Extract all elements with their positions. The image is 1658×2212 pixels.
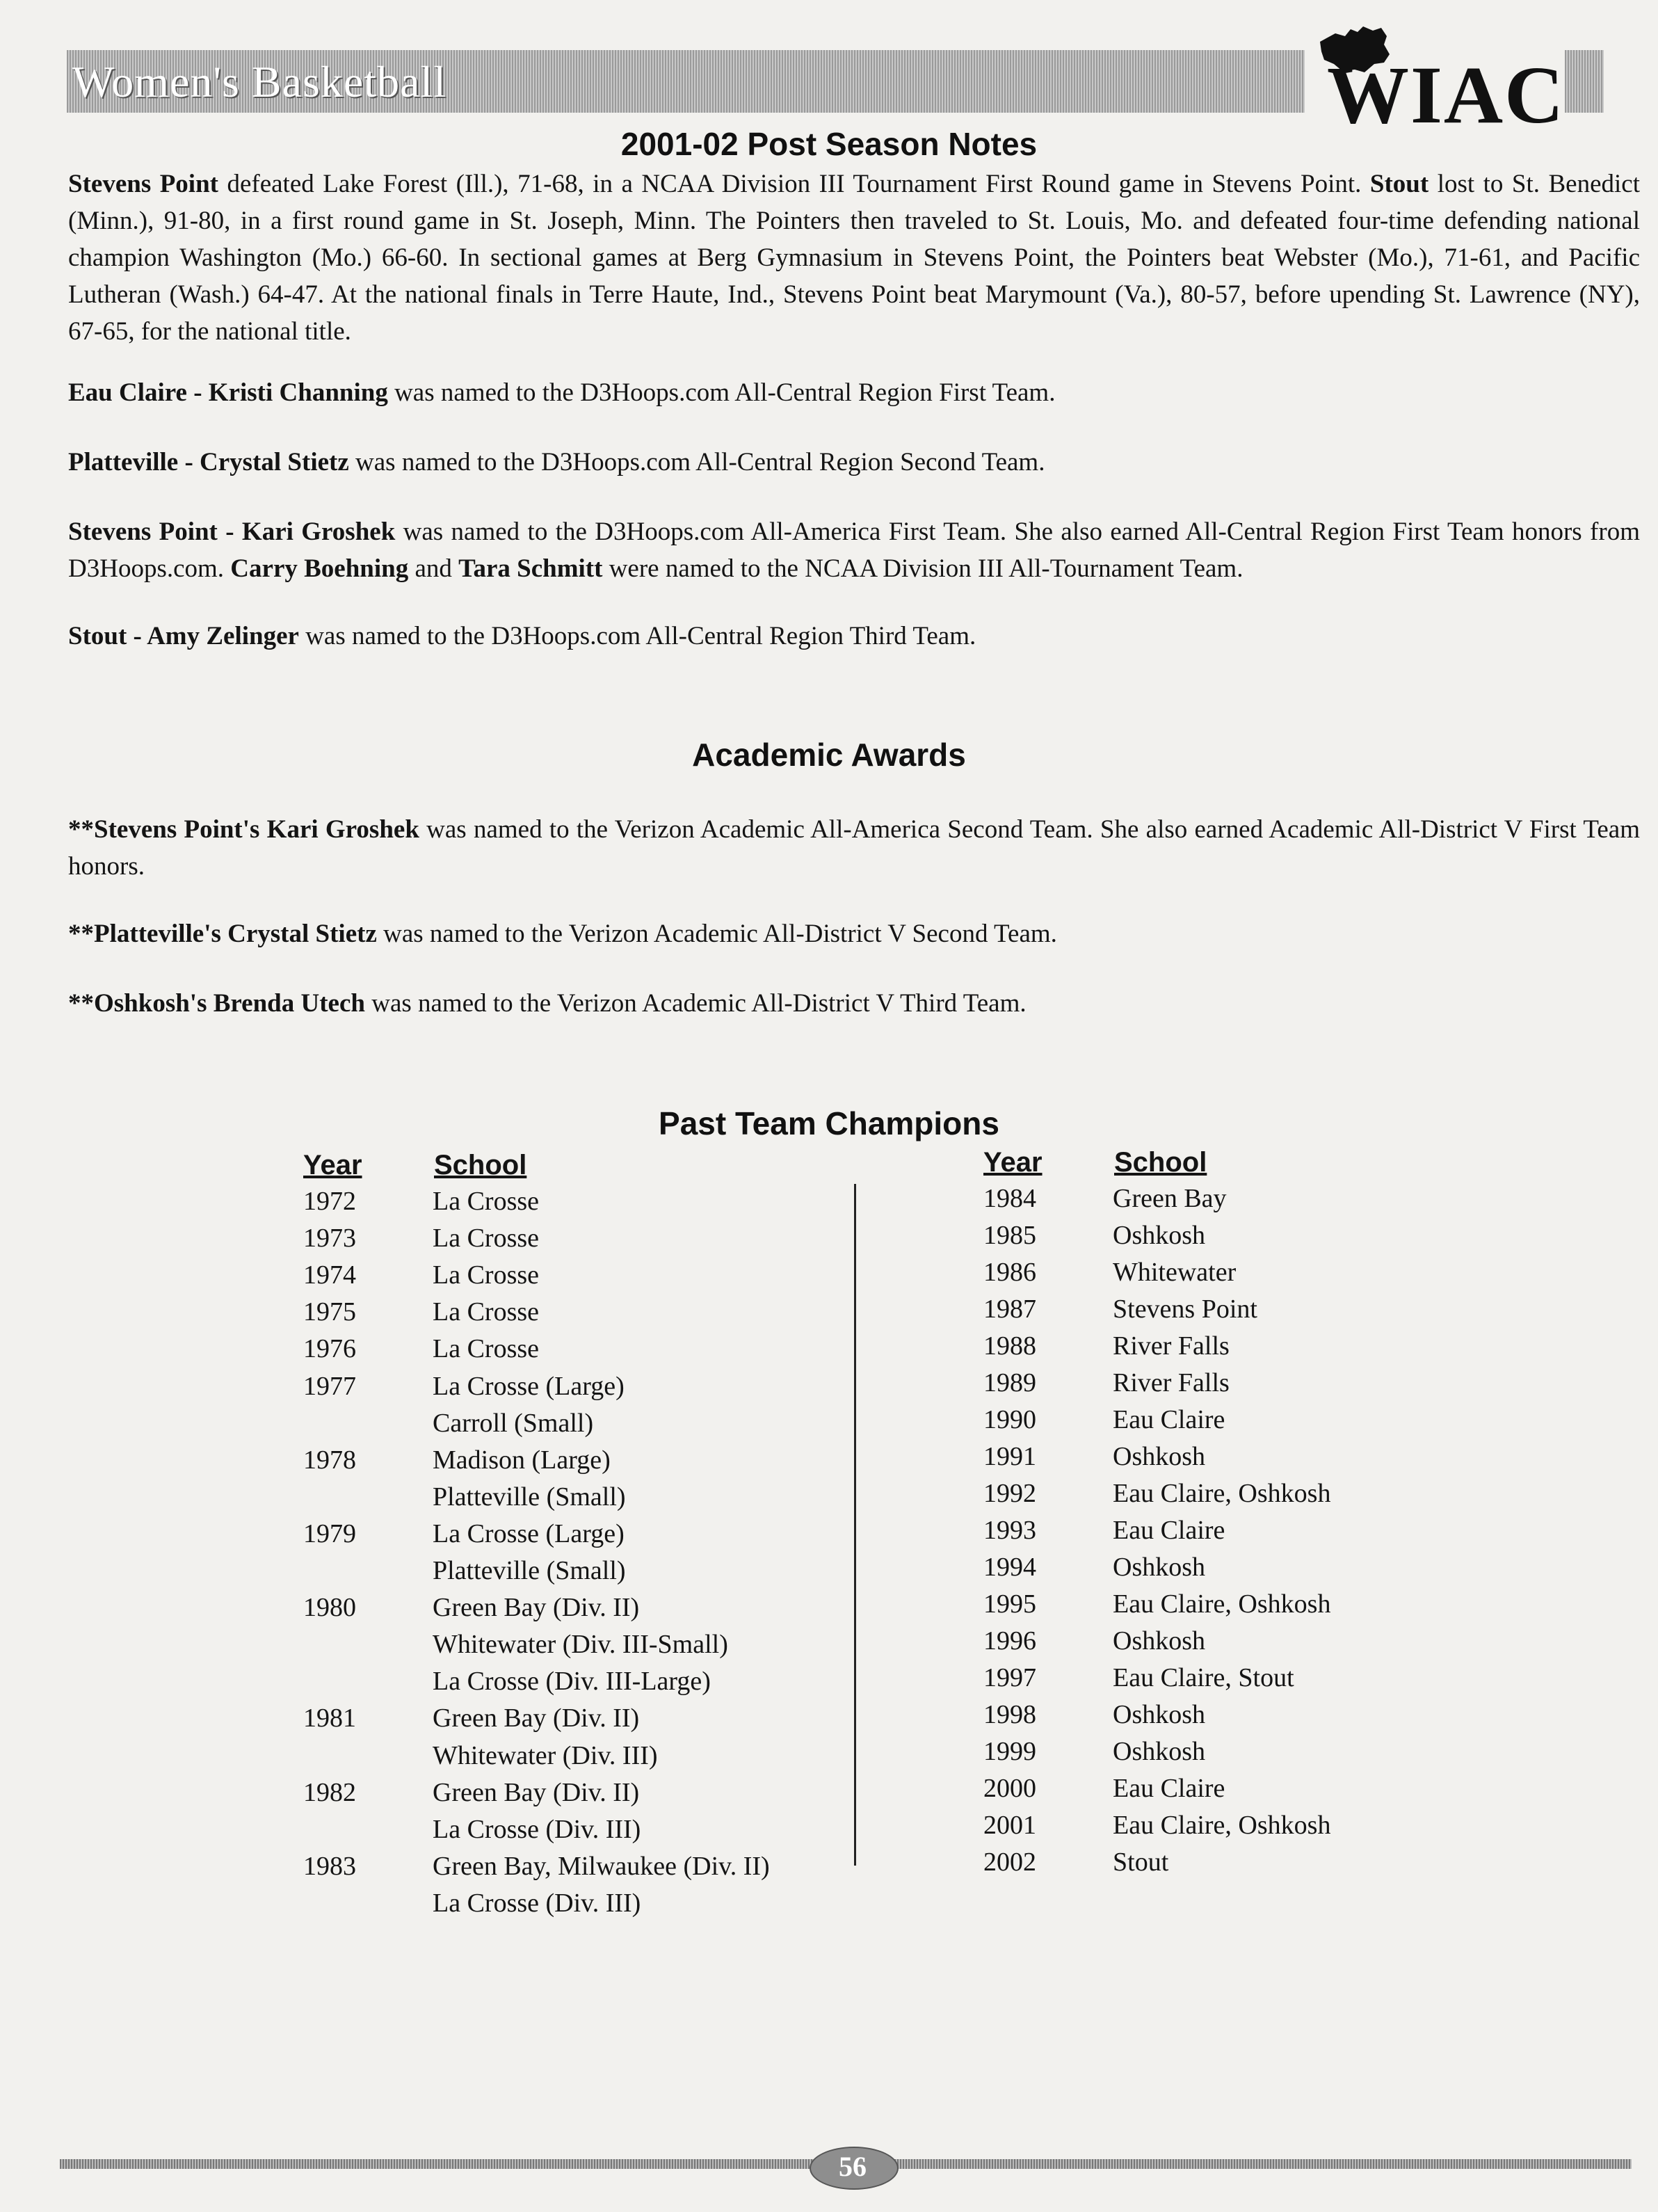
- text-run: defeated Lake Forest (Ill.), 71-68, in a NCAA Division III Tournament First Round game in Stevens Point.: [218, 170, 1370, 198]
- champion-school: Green Bay (Div. II): [433, 1777, 640, 1807]
- champion-school: La Crosse: [433, 1297, 540, 1327]
- champion-school: Madison (Large): [433, 1445, 611, 1475]
- champion-school: Whitewater: [1113, 1258, 1237, 1287]
- champion-school: Oshkosh: [1113, 1700, 1206, 1729]
- champion-school: La Crosse (Large): [433, 1371, 625, 1401]
- bold-text: Tara Schmitt: [458, 554, 603, 583]
- champion-school: La Crosse (Div. III-Large): [433, 1667, 711, 1697]
- champion-school: Stevens Point: [1113, 1295, 1257, 1324]
- champion-school: Platteville (Small): [433, 1482, 626, 1512]
- champion-school: Green Bay (Div. II): [433, 1593, 640, 1623]
- right-year-header: Year: [983, 1147, 1043, 1178]
- section-title: Women's Basketball: [72, 57, 447, 106]
- postseason-paragraph: [68, 618, 1640, 655]
- champion-school: La Crosse: [433, 1334, 540, 1364]
- champion-year: 1977: [303, 1371, 356, 1401]
- champion-year: 1993: [983, 1516, 1036, 1545]
- champion-year: 1987: [983, 1295, 1036, 1324]
- bold-text: Platteville - Crystal Stietz: [68, 448, 349, 476]
- champion-school: Oshkosh: [1113, 1553, 1206, 1582]
- champion-school: Platteville (Small): [433, 1556, 626, 1585]
- champion-year: 1988: [983, 1331, 1036, 1361]
- champion-year: 1982: [303, 1777, 356, 1807]
- champion-year: 1979: [303, 1518, 356, 1548]
- postseason-paragraph: [68, 374, 1640, 411]
- champion-year: 1980: [303, 1593, 356, 1623]
- champion-school: Eau Claire: [1113, 1516, 1225, 1545]
- left-year-header: Year: [303, 1150, 362, 1180]
- champion-school: River Falls: [1113, 1331, 1230, 1361]
- champion-school: La Crosse (Div. III): [433, 1814, 641, 1844]
- text-run: was named to the Verizon Academic All-District V Second Team.: [376, 920, 1057, 948]
- champion-year: 1991: [983, 1442, 1036, 1471]
- bold-text: **Stevens Point's Kari Groshek: [68, 815, 419, 844]
- champion-school: Whitewater (Div. III-Small): [433, 1630, 728, 1660]
- champion-school: Oshkosh: [1113, 1626, 1206, 1656]
- champion-year: 1972: [303, 1187, 356, 1216]
- academic-paragraph: [68, 985, 1640, 1022]
- champion-school: Green Bay, Milwaukee (Div. II): [433, 1851, 770, 1881]
- champion-school: Oshkosh: [1113, 1221, 1206, 1250]
- champion-school: Oshkosh: [1113, 1737, 1206, 1766]
- champion-school: La Crosse (Div. III): [433, 1888, 641, 1918]
- champion-year: 1994: [983, 1553, 1036, 1582]
- champion-year: 1997: [983, 1663, 1036, 1692]
- bold-text: Carry Boehning: [230, 554, 409, 583]
- bold-text: Eau Claire - Kristi Channing: [68, 378, 388, 407]
- bold-text: Stevens Point: [68, 170, 218, 198]
- champion-school: Eau Claire: [1113, 1774, 1225, 1803]
- champion-year: 1973: [303, 1224, 356, 1253]
- champion-school: Eau Claire: [1113, 1405, 1225, 1434]
- champion-year: 2002: [983, 1848, 1036, 1877]
- bold-text: **Oshkosh's Brenda Utech: [68, 989, 365, 1018]
- text-run: was named to the D3Hoops.com All-America First Team. She also earned All-Central Region First Team honors from D3Hoops.com.: [68, 518, 1640, 583]
- text-run: was named to the D3Hoops.com All-Central Region Second Team.: [348, 448, 1045, 476]
- header-banner-end: [1565, 50, 1604, 113]
- academic-paragraph: [68, 915, 1640, 952]
- left-school-header: School: [434, 1150, 527, 1180]
- champion-school: Eau Claire, Stout: [1113, 1663, 1294, 1692]
- champion-school: River Falls: [1113, 1368, 1230, 1397]
- text-run: lost to St. Benedict (Minn.), 91-80, in a first round game in St. Joseph, Minn. The Pointers then traveled to St. Louis, Mo. and defeated four-time defending national champion Washington (Mo.) 66-60. In sectional games at Berg Gymnasium in Stevens Point, the Pointers beat Webster (Mo.), 71-61, and Pacific Lutheran (Wash.) 64-47. At the national finals in Terre Haute, Ind., Stevens Point beat Marymount (Va.), 80-57, before upending St. Lawrence (NY), 67-65, for the national title.: [68, 170, 1640, 346]
- champion-year: 1992: [983, 1479, 1036, 1508]
- right-school-header: School: [1114, 1147, 1207, 1178]
- text-run: and: [408, 554, 459, 583]
- text-run: was named to the Verizon Academic All-America Second Team. She also earned Academic All-District V First Team honors.: [68, 815, 1641, 881]
- postseason-paragraph: [68, 166, 1640, 350]
- champion-year: 1985: [983, 1221, 1036, 1250]
- champion-school: La Crosse: [433, 1260, 540, 1290]
- champion-year: 1998: [983, 1700, 1036, 1729]
- champion-year: 1978: [303, 1445, 356, 1475]
- champion-year: 1976: [303, 1334, 356, 1364]
- logo-text: WIAC: [1327, 49, 1566, 141]
- text-run: were named to the NCAA Division III All-Tournament Team.: [602, 554, 1244, 583]
- postseason-title: 2001-02 Post Season Notes: [620, 126, 1038, 162]
- champion-school: Eau Claire, Oshkosh: [1113, 1479, 1331, 1508]
- champion-year: 1974: [303, 1260, 356, 1290]
- column-divider: [854, 1184, 856, 1866]
- champion-year: 1983: [303, 1851, 356, 1881]
- champion-year: 1999: [983, 1737, 1036, 1766]
- bold-text: **Platteville's Crystal Stietz: [68, 920, 377, 948]
- champion-year: 1995: [983, 1589, 1036, 1619]
- text-run: was named to the Verizon Academic All-District V Third Team.: [364, 989, 1027, 1018]
- champion-school: Green Bay: [1113, 1184, 1227, 1213]
- champion-school: La Crosse (Large): [433, 1518, 625, 1548]
- champion-year: 2000: [983, 1774, 1036, 1803]
- champion-year: 1986: [983, 1258, 1036, 1287]
- champion-year: 1975: [303, 1297, 356, 1327]
- text-run: was named to the D3Hoops.com All-Central Region First Team.: [387, 378, 1056, 407]
- champion-year: 1990: [983, 1405, 1036, 1434]
- bold-text: Stout - Amy Zelinger: [68, 622, 299, 650]
- champion-school: Green Bay (Div. II): [433, 1704, 640, 1733]
- champion-school: Carroll (Small): [433, 1408, 594, 1438]
- champion-year: 1996: [983, 1626, 1036, 1656]
- wiac-logo: [1314, 21, 1566, 141]
- champion-school: Eau Claire, Oshkosh: [1113, 1589, 1331, 1619]
- champion-school: Stout: [1113, 1848, 1169, 1877]
- champion-school: Eau Claire, Oshkosh: [1113, 1811, 1331, 1840]
- postseason-paragraph: [68, 444, 1640, 481]
- champion-school: La Crosse: [433, 1224, 540, 1253]
- bold-text: Stevens Point - Kari Groshek: [68, 518, 396, 546]
- postseason-paragraph: [68, 513, 1640, 587]
- academic-title: Academic Awards: [692, 737, 966, 773]
- champion-year: 1984: [983, 1184, 1036, 1213]
- text-run: was named to the D3Hoops.com All-Central Region Third Team.: [298, 622, 976, 650]
- champion-year: 1989: [983, 1368, 1036, 1397]
- champions-title: Past Team Champions: [659, 1105, 999, 1141]
- champion-school: Whitewater (Div. III): [433, 1740, 658, 1770]
- academic-paragraph: [68, 811, 1640, 885]
- champion-school: Oshkosh: [1113, 1442, 1206, 1471]
- champion-school: La Crosse: [433, 1187, 540, 1216]
- champion-year: 1981: [303, 1704, 356, 1733]
- champion-year: 2001: [983, 1811, 1036, 1840]
- bold-text: Stout: [1369, 170, 1429, 198]
- page-number: 56: [839, 2151, 867, 2182]
